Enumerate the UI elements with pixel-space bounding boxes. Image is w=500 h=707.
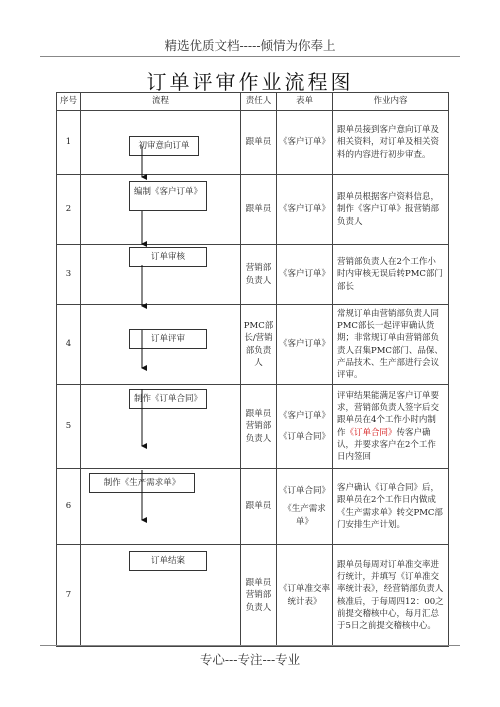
flow-step-box: 订单结案: [129, 551, 207, 571]
flow-step-box: 编制《客户订单》: [129, 181, 207, 211]
form-name: 《生产需求单》: [283, 504, 326, 527]
form-name: 《订单合同》: [279, 486, 331, 497]
owner-cell: 跟单员: [241, 175, 277, 245]
form-cell: 《客户订单》: [277, 111, 333, 175]
content-cell: 跟单员接到客户意向订单及相关资料，对订单及相关资料的内容进行初步审查。: [333, 111, 449, 175]
header-divider: [40, 56, 460, 57]
flow-step-box: 订单评审: [129, 329, 207, 349]
owner-cell: 跟单员: [241, 469, 277, 545]
table-row: [57, 385, 449, 469]
footer-divider: [40, 645, 460, 646]
table-header-row: [57, 93, 449, 111]
content-text: 传客户确认，并要求客户在2个工作日内签回: [337, 427, 436, 463]
flow-table: [56, 92, 449, 647]
content-cell: 跟单员每周对订单准交率进行统计，并填写《订单准交率统计表》，经营销部负责人核准后，于每周四12：00之前提交稽核中心，每月汇总于5日之前提交稽核中心。: [333, 545, 449, 647]
form-cell: [277, 385, 333, 469]
page-header: 精选优质文档-----倾情为你奉上: [164, 38, 336, 53]
form-cell: 《客户订单》: [277, 245, 333, 305]
row-number: 6: [57, 469, 81, 545]
flow-step-box: 订单审核: [129, 247, 207, 267]
content-cell: 常规订单由营销部负责人同PMC部长一起评审确认货期；非常规订单由营销部负责人召集PMC部门、品保、产品技术、生产部进行会议评审。: [333, 305, 449, 385]
row-number: 7: [57, 545, 81, 647]
row-number: 1: [57, 111, 81, 175]
table-row: [57, 175, 449, 245]
flow-cell: [81, 175, 241, 245]
flow-cell: [81, 385, 241, 469]
content-cell: 客户确认《订单合同》后，跟单员在2个工作日内做成《生产需求单》转交PMC部门安排生产计划。: [333, 469, 449, 545]
table-row: [57, 545, 449, 647]
flow-step-box: 制作《订单合同》: [129, 389, 207, 409]
content-cell: [333, 385, 449, 469]
highlighted-form-name: 《订单合同》: [345, 427, 397, 438]
content-cell: 营销部负责人在2个工作小时内审核无误后转PMC部门部长: [333, 245, 449, 305]
flow-cell: [81, 111, 241, 175]
content-cell: 跟单员根据客户资料信息，制作《客户订单》报营销部负责人: [333, 175, 449, 245]
flow-cell: [81, 469, 241, 545]
flow-cell: [81, 545, 241, 647]
row-number: 3: [57, 245, 81, 305]
owner-cell: 跟单员营销部负责人: [241, 385, 277, 469]
table-row: [57, 305, 449, 385]
page-footer: 专心---专注---专业: [199, 652, 301, 667]
owner-cell: PMC部长/营销部负责人: [241, 305, 277, 385]
table-row: [57, 469, 449, 545]
row-number: 4: [57, 305, 81, 385]
form-name: 《客户订单》: [279, 411, 331, 422]
owner-cell: 营销部负责人: [241, 245, 277, 305]
owner-cell: 跟单员: [241, 111, 277, 175]
table-row: [57, 245, 449, 305]
flow-cell: [81, 245, 241, 305]
column-header-content: 作业内容: [333, 93, 449, 111]
form-cell: 《客户订单》: [277, 305, 333, 385]
column-header-flow: 流程: [81, 93, 241, 111]
content-text: 评审结果能满足客户订单要求，营销部负责人签字后交跟单员在4个工作小时内制作: [337, 390, 440, 438]
column-header-no: 序号: [57, 93, 81, 111]
row-number: 5: [57, 385, 81, 469]
flow-step-box: 制作《生产需求单》: [89, 473, 195, 493]
form-cell: [277, 469, 333, 545]
column-header-form: 表单: [277, 93, 333, 111]
table-row: [57, 111, 449, 175]
form-name: 《订单合同》: [279, 431, 331, 442]
flow-cell: [81, 305, 241, 385]
owner-cell: 跟单员营销部负责人: [241, 545, 277, 647]
flow-step-box: 初审意向订单: [129, 136, 199, 156]
form-cell: 《订单准交率统计表》: [277, 545, 333, 647]
column-header-owner: 责任人: [241, 93, 277, 111]
row-number: 2: [57, 175, 81, 245]
form-cell: 《客户订单》: [277, 175, 333, 245]
document-title: 订单评审作业流程图: [146, 70, 354, 94]
